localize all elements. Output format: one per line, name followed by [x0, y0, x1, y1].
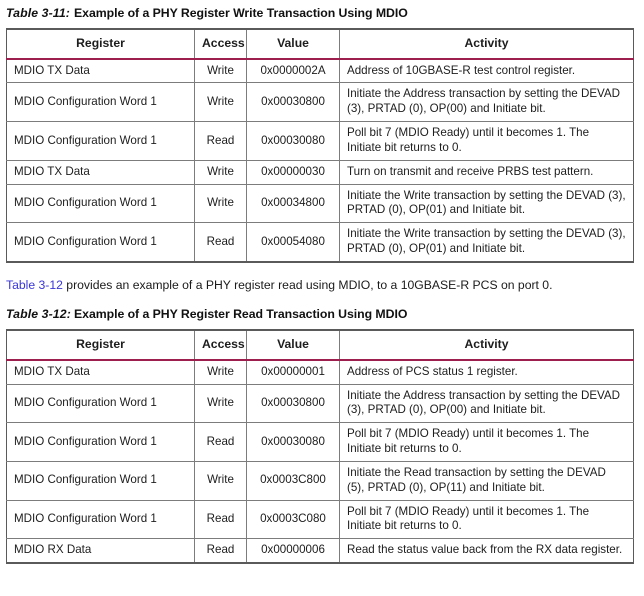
table-3-12 — [6, 329, 634, 564]
table-caption-3-11 — [0, 6, 644, 20]
column-header-access: Access — [195, 29, 247, 59]
table-caption-title: Example of a PHY Register Read Transaction Using MDIO — [74, 307, 408, 322]
cell-register: MDIO Configuration Word 1 — [7, 122, 195, 161]
cell-value: 0x00030080 — [247, 122, 340, 161]
cell-access: Read — [195, 122, 247, 161]
table-header — [7, 330, 634, 360]
table-row — [7, 423, 634, 462]
cell-activity: Turn on transmit and receive PRBS test pattern. — [340, 160, 634, 184]
cell-register: MDIO Configuration Word 1 — [7, 184, 195, 223]
table-3-12-wrapper — [0, 329, 644, 564]
cell-register: MDIO TX Data — [7, 360, 195, 384]
cell-access: Write — [195, 83, 247, 122]
table-row — [7, 384, 634, 423]
cell-activity: Address of PCS status 1 register. — [340, 360, 634, 384]
cell-value: 0x00000030 — [247, 160, 340, 184]
column-header-value: Value — [247, 330, 340, 360]
column-header-register: Register — [7, 330, 195, 360]
cell-access: Write — [195, 184, 247, 223]
table-row — [7, 461, 634, 500]
column-header-register: Register — [7, 29, 195, 59]
cell-register: MDIO Configuration Word 1 — [7, 423, 195, 462]
table-row — [7, 83, 634, 122]
table-header-row — [7, 330, 634, 360]
cell-activity: Initiate the Address transaction by setting the DEVAD (3), PRTAD (0), OP(00) and Initiate bit. — [340, 83, 634, 122]
cell-activity: Initiate the Read transaction by setting the DEVAD (5), PRTAD (0), OP(11) and Initiate bit. — [340, 461, 634, 500]
cell-value: 0x0003C080 — [247, 500, 340, 539]
table-caption-number: Table 3-11: — [6, 6, 70, 20]
cell-value: 0x00030800 — [247, 83, 340, 122]
table-header — [7, 29, 634, 59]
cell-access: Write — [195, 461, 247, 500]
cell-register: MDIO Configuration Word 1 — [7, 500, 195, 539]
cell-value: 0x00034800 — [247, 184, 340, 223]
cell-access: Read — [195, 539, 247, 563]
column-header-activity: Activity — [340, 330, 634, 360]
cell-access: Write — [195, 160, 247, 184]
table-row — [7, 59, 634, 83]
column-header-value: Value — [247, 29, 340, 59]
cell-register: MDIO Configuration Word 1 — [7, 461, 195, 500]
cell-value: 0x00054080 — [247, 223, 340, 262]
cell-register: MDIO TX Data — [7, 59, 195, 83]
body-paragraph — [0, 277, 606, 294]
cell-activity: Poll bit 7 (MDIO Ready) until it becomes 1. The Initiate bit returns to 0. — [340, 423, 634, 462]
cell-access: Read — [195, 423, 247, 462]
table-body — [7, 59, 634, 262]
column-header-activity: Activity — [340, 29, 634, 59]
cell-activity: Initiate the Write transaction by setting the DEVAD (3), PRTAD (0), OP(01) and Initiate bit. — [340, 223, 634, 262]
table-header-row — [7, 29, 634, 59]
cell-value: 0x00030800 — [247, 384, 340, 423]
cell-value: 0x0000002A — [247, 59, 340, 83]
table-3-12-cross-reference-link[interactable]: Table 3-12 — [6, 277, 63, 292]
table-row — [7, 500, 634, 539]
table-row — [7, 122, 634, 161]
cell-activity: Initiate the Address transaction by setting the DEVAD (3), PRTAD (0), OP(00) and Initiate bit. — [340, 384, 634, 423]
table-caption-title: Example of a PHY Register Write Transaction Using MDIO — [74, 6, 408, 20]
table-caption-number: Table 3-12: — [6, 307, 71, 322]
paragraph-text: provides an example of a PHY register read using MDIO, to a 10GBASE-R PCS on port 0. — [62, 277, 553, 292]
table-row — [7, 360, 634, 384]
cell-access: Write — [195, 360, 247, 384]
cell-value: 0x0003C800 — [247, 461, 340, 500]
column-header-access: Access — [195, 330, 247, 360]
cell-activity: Address of 10GBASE-R test control register. — [340, 59, 634, 83]
cell-register: MDIO RX Data — [7, 539, 195, 563]
cell-access: Read — [195, 500, 247, 539]
cell-access: Read — [195, 223, 247, 262]
cell-value: 0x00000001 — [247, 360, 340, 384]
cell-activity: Poll bit 7 (MDIO Ready) until it becomes 1. The Initiate bit returns to 0. — [340, 122, 634, 161]
table-body — [7, 360, 634, 563]
cell-value: 0x00000006 — [247, 539, 340, 563]
cell-value: 0x00030080 — [247, 423, 340, 462]
cell-activity: Poll bit 7 (MDIO Ready) until it becomes 1. The Initiate bit returns to 0. — [340, 500, 634, 539]
table-3-11 — [6, 28, 634, 263]
cell-access: Write — [195, 59, 247, 83]
table-3-11-wrapper — [0, 28, 644, 263]
table-row — [7, 539, 634, 563]
cell-register: MDIO Configuration Word 1 — [7, 223, 195, 262]
cell-access: Write — [195, 384, 247, 423]
table-row — [7, 223, 634, 262]
cell-activity: Read the status value back from the RX data register. — [340, 539, 634, 563]
cell-register: MDIO Configuration Word 1 — [7, 384, 195, 423]
cell-register: MDIO TX Data — [7, 160, 195, 184]
cell-activity: Initiate the Write transaction by setting the DEVAD (3), PRTAD (0), OP(01) and Initiate bit. — [340, 184, 634, 223]
table-caption-3-12 — [0, 307, 644, 321]
table-row — [7, 184, 634, 223]
cell-register: MDIO Configuration Word 1 — [7, 83, 195, 122]
table-row — [7, 160, 634, 184]
